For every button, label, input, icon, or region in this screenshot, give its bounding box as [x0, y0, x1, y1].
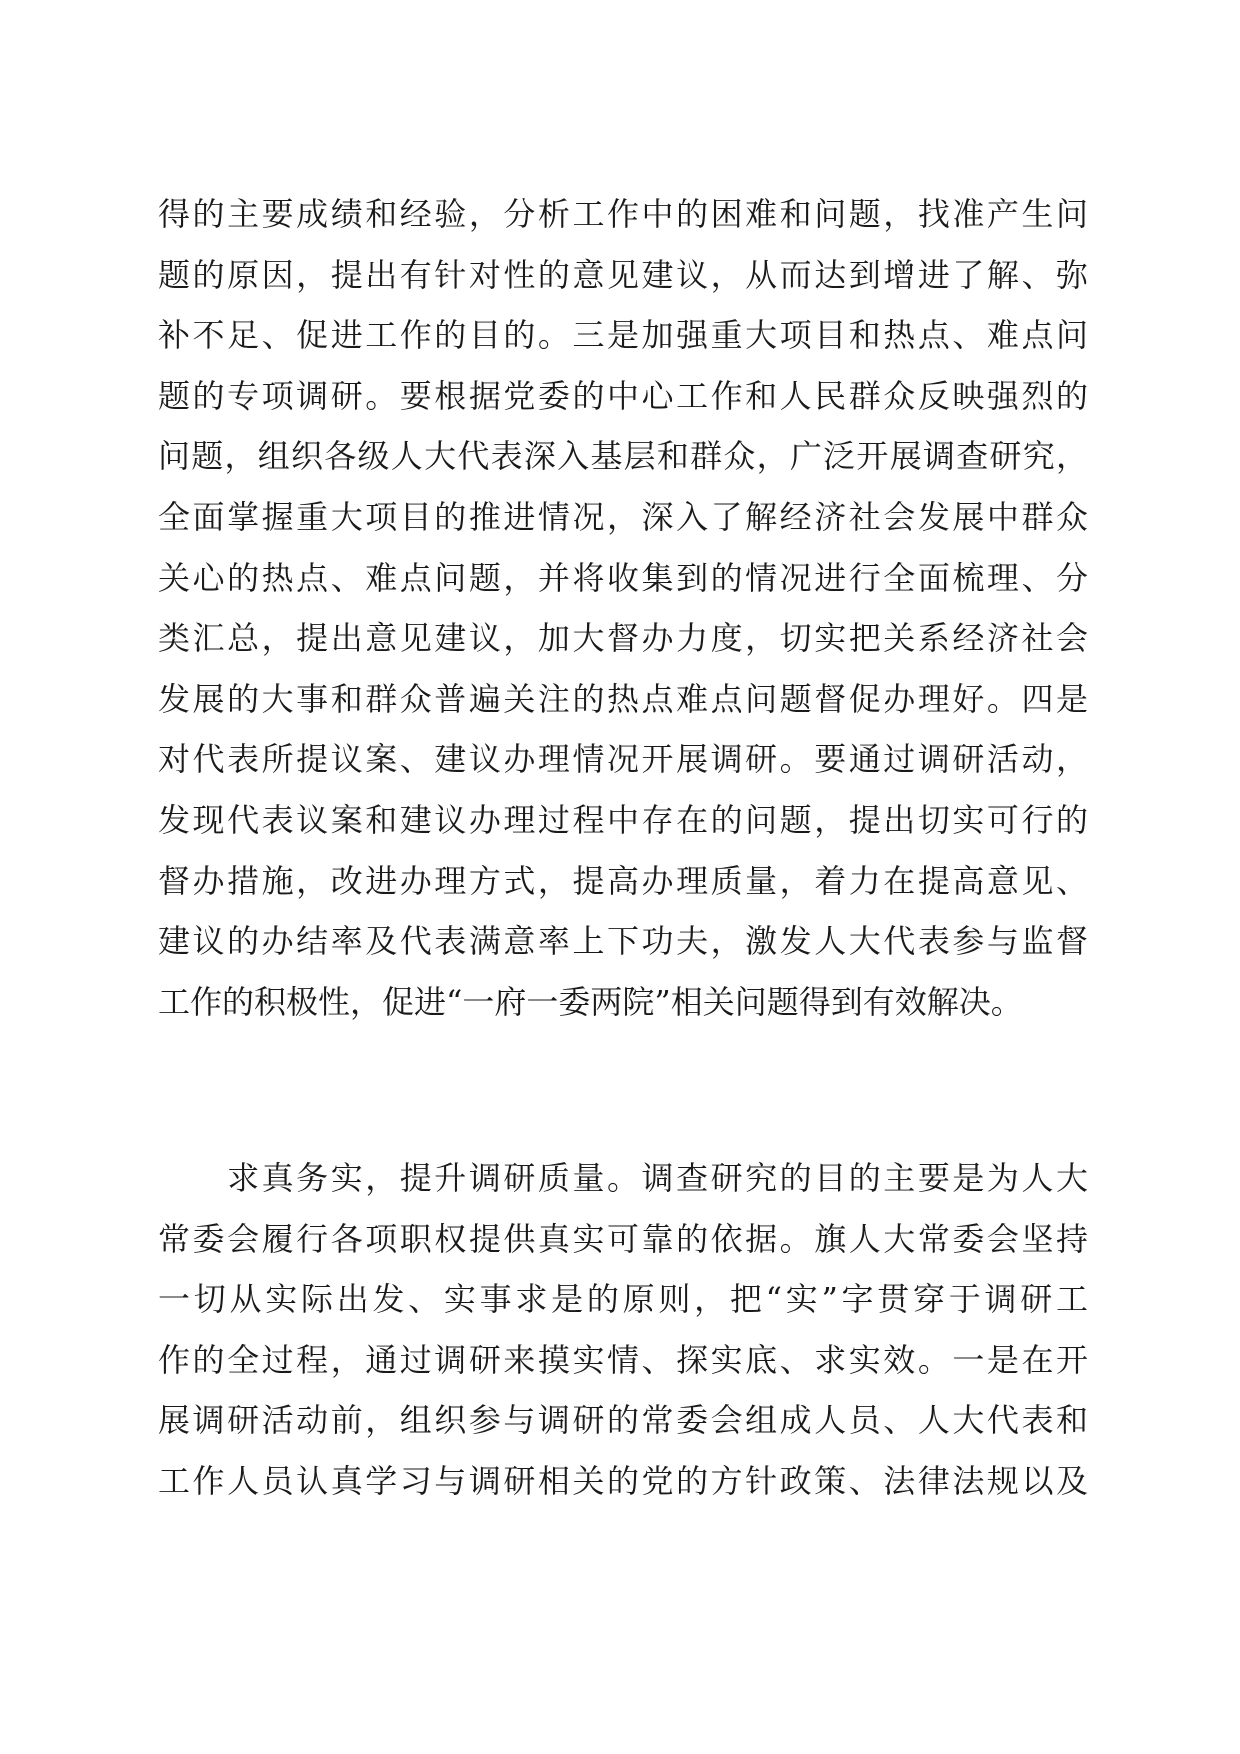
text-line: 对代表所提议案、建议办理情况开展调研。要通过调研活动， — [158, 740, 1088, 779]
paragraph-continuation — [158, 184, 1088, 1032]
text-line: 工作人员认真学习与调研相关的党的方针政策、法律法规以及 — [158, 1461, 1088, 1500]
text-line: 展调研活动前，组织参与调研的常委会组成人员、人大代表和 — [158, 1401, 1088, 1440]
text-line: 督办措施，改进办理方式，提高办理质量，着力在提高意见、 — [158, 861, 1088, 900]
paragraph-seek-truth — [158, 1148, 1088, 1512]
text-line: 发现代表议案和建议办理过程中存在的问题，提出切实可行的 — [158, 800, 1088, 839]
text-line: 题的原因，提出有针对性的意见建议，从而达到增进了解、弥 — [158, 255, 1088, 294]
text-line: 作的全过程，通过调研来摸实情、探实底、求实效。一是在开 — [158, 1340, 1088, 1379]
text-line: 问题，组织各级人大代表深入基层和群众，广泛开展调查研究， — [158, 437, 1088, 476]
text-line: 求真务实，提升调研质量。调查研究的目的主要是为人大 — [158, 1159, 1088, 1197]
text-line: 常委会履行各项职权提供真实可靠的依据。旗人大常委会坚持 — [158, 1219, 1088, 1258]
text-line: 一切从实际出发、实事求是的原则，把“实”字贯穿于调研工 — [158, 1280, 1088, 1319]
text-line: 建议的办结率及代表满意率上下功夫，激发人大代表参与监督 — [158, 922, 1088, 961]
text-line: 工作的积极性，促进“一府一委两院”相关问题得到有效解决。 — [158, 982, 1023, 1021]
text-line: 全面掌握重大项目的推进情况，深入了解经济社会发展中群众 — [158, 497, 1088, 536]
text-line: 关心的热点、难点问题，并将收集到的情况进行全面梳理、分 — [158, 558, 1088, 597]
text-line: 题的专项调研。要根据党委的中心工作和人民群众反映强烈的 — [158, 376, 1088, 415]
text-line: 补不足、促进工作的目的。三是加强重大项目和热点、难点问 — [158, 316, 1088, 355]
text-line: 发展的大事和群众普遍关注的热点难点问题督促办理好。四是 — [158, 679, 1088, 718]
text-line: 类汇总，提出意见建议，加大督办力度，切实把关系经济社会 — [158, 619, 1088, 658]
text-line: 得的主要成绩和经验，分析工作中的困难和问题，找准产生问 — [158, 195, 1088, 233]
